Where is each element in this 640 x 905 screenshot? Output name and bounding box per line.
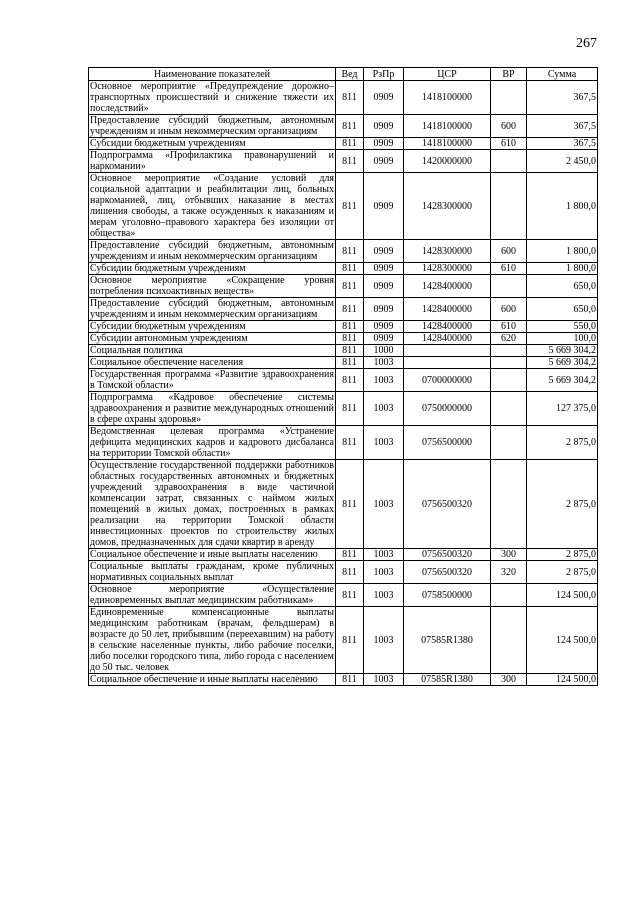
table-row: [89, 561, 598, 584]
row-name: Государственная программа «Развитие здравоохранения в Томской области»: [90, 369, 334, 391]
row-sum: 124 500,0: [527, 584, 598, 607]
table-row: [89, 275, 598, 298]
row-name: Социальное обеспечение и иные выплаты населению: [89, 674, 336, 686]
table-row: [89, 321, 598, 333]
row-name: Субсидии бюджетным учреждениям: [89, 138, 336, 150]
row-csr: 07585R1380: [404, 607, 491, 674]
row-sum: 100,0: [527, 333, 598, 345]
table-row: [89, 357, 598, 369]
row-sum: 124 500,0: [527, 674, 598, 686]
row-ved: 811: [336, 263, 364, 275]
row-ved: 811: [336, 357, 364, 369]
row-sum: 2 450,0: [527, 150, 598, 173]
row-vr: 610: [491, 321, 527, 333]
row-sum: 5 669 304,2: [527, 345, 598, 357]
row-rzpr: 0909: [364, 275, 404, 298]
row-vr: 600: [491, 115, 527, 138]
row-sum: 650,0: [527, 298, 598, 321]
table-row: [89, 392, 598, 426]
row-csr: 1420000000: [404, 150, 491, 173]
row-name: Предоставление субсидий бюджетным, автономным учреждениям и иным некоммерческим организациям: [90, 298, 334, 320]
row-csr: 1428300000: [404, 240, 491, 263]
row-ved: 811: [336, 584, 364, 607]
row-csr: 0750000000: [404, 392, 491, 426]
row-name: Основное мероприятие «Сокращение уровня потребления психоактивных веществ»: [90, 275, 334, 297]
row-sum: 2 875,0: [527, 561, 598, 584]
row-csr: 0756500320: [404, 561, 491, 584]
row-rzpr: 0909: [364, 81, 404, 115]
row-rzpr: 1003: [364, 674, 404, 686]
budget-table: [88, 67, 598, 686]
row-name: Субсидии бюджетным учреждениям: [89, 321, 336, 333]
table-row: [89, 549, 598, 561]
row-rzpr: 0909: [364, 333, 404, 345]
row-name: Субсидии автономным учреждениям: [89, 333, 336, 345]
row-rzpr: 1003: [364, 561, 404, 584]
row-csr: 1428300000: [404, 173, 491, 240]
row-name: Предоставление субсидий бюджетным, автономным учреждениям и иным некоммерческим организациям: [90, 115, 334, 137]
row-sum: 127 375,0: [527, 392, 598, 426]
table-row: [89, 607, 598, 674]
row-csr: 0700000000: [404, 369, 491, 392]
header-ved: Вед: [336, 68, 364, 81]
row-sum: 2 875,0: [527, 549, 598, 561]
row-vr: [491, 460, 527, 549]
row-rzpr: 1003: [364, 369, 404, 392]
row-csr: 0756500000: [404, 426, 491, 460]
row-vr: 610: [491, 138, 527, 150]
row-sum: 650,0: [527, 275, 598, 298]
row-rzpr: 1003: [364, 607, 404, 674]
row-name: Предоставление субсидий бюджетным, автономным учреждениям и иным некоммерческим организациям: [90, 240, 334, 262]
row-sum: 2 875,0: [527, 460, 598, 549]
row-vr: [491, 173, 527, 240]
table-header-row: [89, 68, 598, 81]
row-vr: [491, 150, 527, 173]
table-row: [89, 345, 598, 357]
table-row: [89, 426, 598, 460]
row-csr: [404, 345, 491, 357]
row-rzpr: 1003: [364, 584, 404, 607]
table-row: [89, 150, 598, 173]
row-name: Социальная политика: [89, 345, 336, 357]
row-sum: 124 500,0: [527, 607, 598, 674]
row-name: Основное мероприятие «Создание условий для социальной адаптации и реабилитации лиц, больных наркоманией, лиц, отбывших наказание в местах лишения свободы, а также осужденных к наказаниям и мерам уголовно–правового характера без изоляции от общества»: [90, 173, 334, 239]
row-ved: 811: [336, 392, 364, 426]
row-sum: 367,5: [527, 81, 598, 115]
row-rzpr: 0909: [364, 240, 404, 263]
row-vr: [491, 357, 527, 369]
row-ved: 811: [336, 298, 364, 321]
row-csr: 1418100000: [404, 138, 491, 150]
row-vr: 620: [491, 333, 527, 345]
row-ved: 811: [336, 138, 364, 150]
row-sum: 550,0: [527, 321, 598, 333]
row-ved: 811: [336, 150, 364, 173]
row-rzpr: 1003: [364, 549, 404, 561]
row-vr: [491, 275, 527, 298]
row-ved: 811: [336, 115, 364, 138]
table-row: [89, 674, 598, 686]
row-rzpr: 0909: [364, 263, 404, 275]
row-rzpr: 0909: [364, 321, 404, 333]
row-name: Единовременные компенсационные выплаты медицинским работникам (врачам, фельдшерам) в возрасте до 50 лет, прибывшим (переехавшим) на работу в сельские населенные пункты, либо рабочие поселки, либо поселки городского типа, либо города с населением до 50 тыс. человек: [90, 607, 334, 673]
row-rzpr: 1003: [364, 392, 404, 426]
row-ved: 811: [336, 426, 364, 460]
row-csr: 07585R1380: [404, 674, 491, 686]
row-vr: 610: [491, 263, 527, 275]
row-name: Осуществление государственной поддержки работников областных государственных автономных и бюджетных учреждений здравоохранения в виде частичной компенсации затрат, связанных с наймом жилых помещений в жилых домах, построенных в рамках реализации на территории Томской области инвестиционных проектов по строительству жилых домов, предназначенных для сдачи квартир в аренду: [90, 460, 334, 548]
row-csr: 1428300000: [404, 263, 491, 275]
row-rzpr: 0909: [364, 173, 404, 240]
table-row: [89, 115, 598, 138]
row-name: Социальные выплаты гражданам, кроме публичных нормативных социальных выплат: [90, 561, 334, 583]
row-name: Подпрограмма «Профилактика правонарушений и наркомании»: [90, 150, 334, 172]
row-ved: 811: [336, 275, 364, 298]
row-name: Социальное обеспечение населения: [89, 357, 336, 369]
header-name: Наименование показателей: [89, 68, 336, 81]
row-ved: 811: [336, 333, 364, 345]
row-csr: 0758500000: [404, 584, 491, 607]
row-rzpr: 0909: [364, 115, 404, 138]
row-vr: [491, 369, 527, 392]
row-sum: 5 669 304,2: [527, 369, 598, 392]
row-csr: 1418100000: [404, 81, 491, 115]
table-row: [89, 298, 598, 321]
row-sum: 5 669 304,2: [527, 357, 598, 369]
table-row: [89, 81, 598, 115]
row-ved: 811: [336, 81, 364, 115]
row-name: Подпрограмма «Кадровое обеспечение системы здравоохранения и развитие международных отношений в сфере охраны здоровья»: [90, 392, 334, 425]
row-sum: 367,5: [527, 115, 598, 138]
row-ved: 811: [336, 345, 364, 357]
row-csr: 1418100000: [404, 115, 491, 138]
row-name: Основное мероприятие «Осуществление единовременных выплат медицинским работникам»: [90, 584, 334, 606]
header-vr: ВР: [491, 68, 527, 81]
row-csr: 1428400000: [404, 275, 491, 298]
row-csr: 1428400000: [404, 321, 491, 333]
row-sum: 1 800,0: [527, 263, 598, 275]
header-sum: Сумма: [527, 68, 598, 81]
row-vr: [491, 81, 527, 115]
row-vr: 320: [491, 561, 527, 584]
row-sum: 367,5: [527, 138, 598, 150]
row-ved: 811: [336, 173, 364, 240]
table-row: [89, 240, 598, 263]
row-csr: 1428400000: [404, 298, 491, 321]
table-row: [89, 584, 598, 607]
row-ved: 811: [336, 369, 364, 392]
row-rzpr: 0909: [364, 138, 404, 150]
row-rzpr: 0909: [364, 150, 404, 173]
table-row: [89, 333, 598, 345]
table-row: [89, 173, 598, 240]
row-csr: 0756500320: [404, 460, 491, 549]
page-number: 267: [576, 36, 597, 51]
row-csr: 1428400000: [404, 333, 491, 345]
row-name: Ведомственная целевая программа «Устранение дефицита медицинских кадров и кадрового дисбаланса на территории Томской области»: [90, 426, 334, 459]
row-vr: [491, 426, 527, 460]
header-rzpr: РзПр: [364, 68, 404, 81]
row-rzpr: 1003: [364, 460, 404, 549]
row-csr: 0756500320: [404, 549, 491, 561]
row-ved: 811: [336, 561, 364, 584]
row-sum: 1 800,0: [527, 173, 598, 240]
row-ved: 811: [336, 674, 364, 686]
row-rzpr: 1003: [364, 426, 404, 460]
row-sum: 1 800,0: [527, 240, 598, 263]
row-ved: 811: [336, 321, 364, 333]
row-rzpr: 1000: [364, 345, 404, 357]
row-rzpr: 1003: [364, 357, 404, 369]
row-vr: [491, 392, 527, 426]
row-vr: [491, 345, 527, 357]
row-name: Основное мероприятие «Предупреждение дорожно–транспортных происшествий и снижение тяжести их последствий»: [90, 81, 334, 114]
row-sum: 2 875,0: [527, 426, 598, 460]
row-vr: 300: [491, 549, 527, 561]
row-vr: [491, 607, 527, 674]
row-ved: 811: [336, 549, 364, 561]
row-rzpr: 0909: [364, 298, 404, 321]
row-ved: 811: [336, 460, 364, 549]
table-row: [89, 460, 598, 549]
row-ved: 811: [336, 240, 364, 263]
table-row: [89, 263, 598, 275]
row-ved: 811: [336, 607, 364, 674]
row-vr: 600: [491, 298, 527, 321]
table-row: [89, 138, 598, 150]
row-name: Субсидии бюджетным учреждениям: [89, 263, 336, 275]
row-csr: [404, 357, 491, 369]
header-csr: ЦСР: [404, 68, 491, 81]
row-vr: 600: [491, 240, 527, 263]
row-vr: [491, 584, 527, 607]
table-row: [89, 369, 598, 392]
row-vr: 300: [491, 674, 527, 686]
row-name: Социальное обеспечение и иные выплаты населению: [89, 549, 336, 561]
